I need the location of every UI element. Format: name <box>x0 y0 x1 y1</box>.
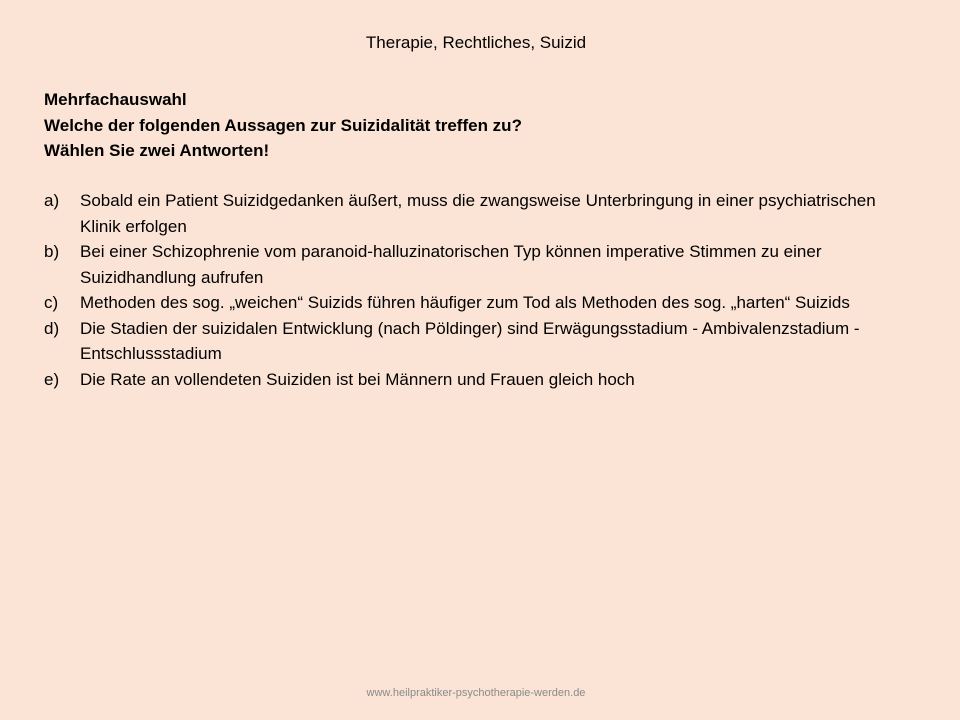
question-instruction: Wählen Sie zwei Antworten! <box>44 141 270 160</box>
answer-letter: b) <box>44 242 60 261</box>
answer-letter: e) <box>44 369 60 389</box>
answer-text: Sobald ein Patient Suizidgedanken äußert, muss die zwangsweise Unterbringung in einer psychiatrischen Klinik erfolgen <box>80 191 876 236</box>
question-block <box>44 87 924 164</box>
answer-option-b[interactable] <box>44 239 904 290</box>
footer-url: www.heilpraktiker-psychotherapie-werden.de <box>366 687 586 699</box>
answer-option-c[interactable] <box>44 290 904 316</box>
answer-option-a[interactable] <box>44 188 904 239</box>
question-type: Mehrfachauswahl <box>44 90 187 109</box>
answer-text: Die Stadien der suizidalen Entwicklung (nach Pöldinger) sind Erwägungsstadium - Ambivalenzstadium - Entschlussstadium <box>80 318 860 363</box>
answer-text: Bei einer Schizophrenie vom paranoid-halluzinatorischen Typ können imperative Stimmen zu einer Suizidhandlung aufrufen <box>80 242 822 287</box>
slide-title: Therapie, Rechtliches, Suizid <box>365 33 587 52</box>
answer-option-d[interactable] <box>44 316 904 367</box>
answer-letter: a) <box>44 191 60 210</box>
question-prompt: Welche der folgenden Aussagen zur Suizidalität treffen zu? <box>44 115 522 135</box>
answer-option-e[interactable] <box>44 367 904 393</box>
answer-text: Die Rate an vollendeten Suiziden ist bei Männern und Frauen gleich hoch <box>80 369 635 389</box>
answer-letter: c) <box>44 293 59 312</box>
answer-letter: d) <box>44 318 60 338</box>
answer-list <box>44 188 904 392</box>
answer-text: Methoden des sog. „weichen“ Suizids führen häufiger zum Tod als Methoden des sog. „harten“ Suizids <box>80 293 850 312</box>
